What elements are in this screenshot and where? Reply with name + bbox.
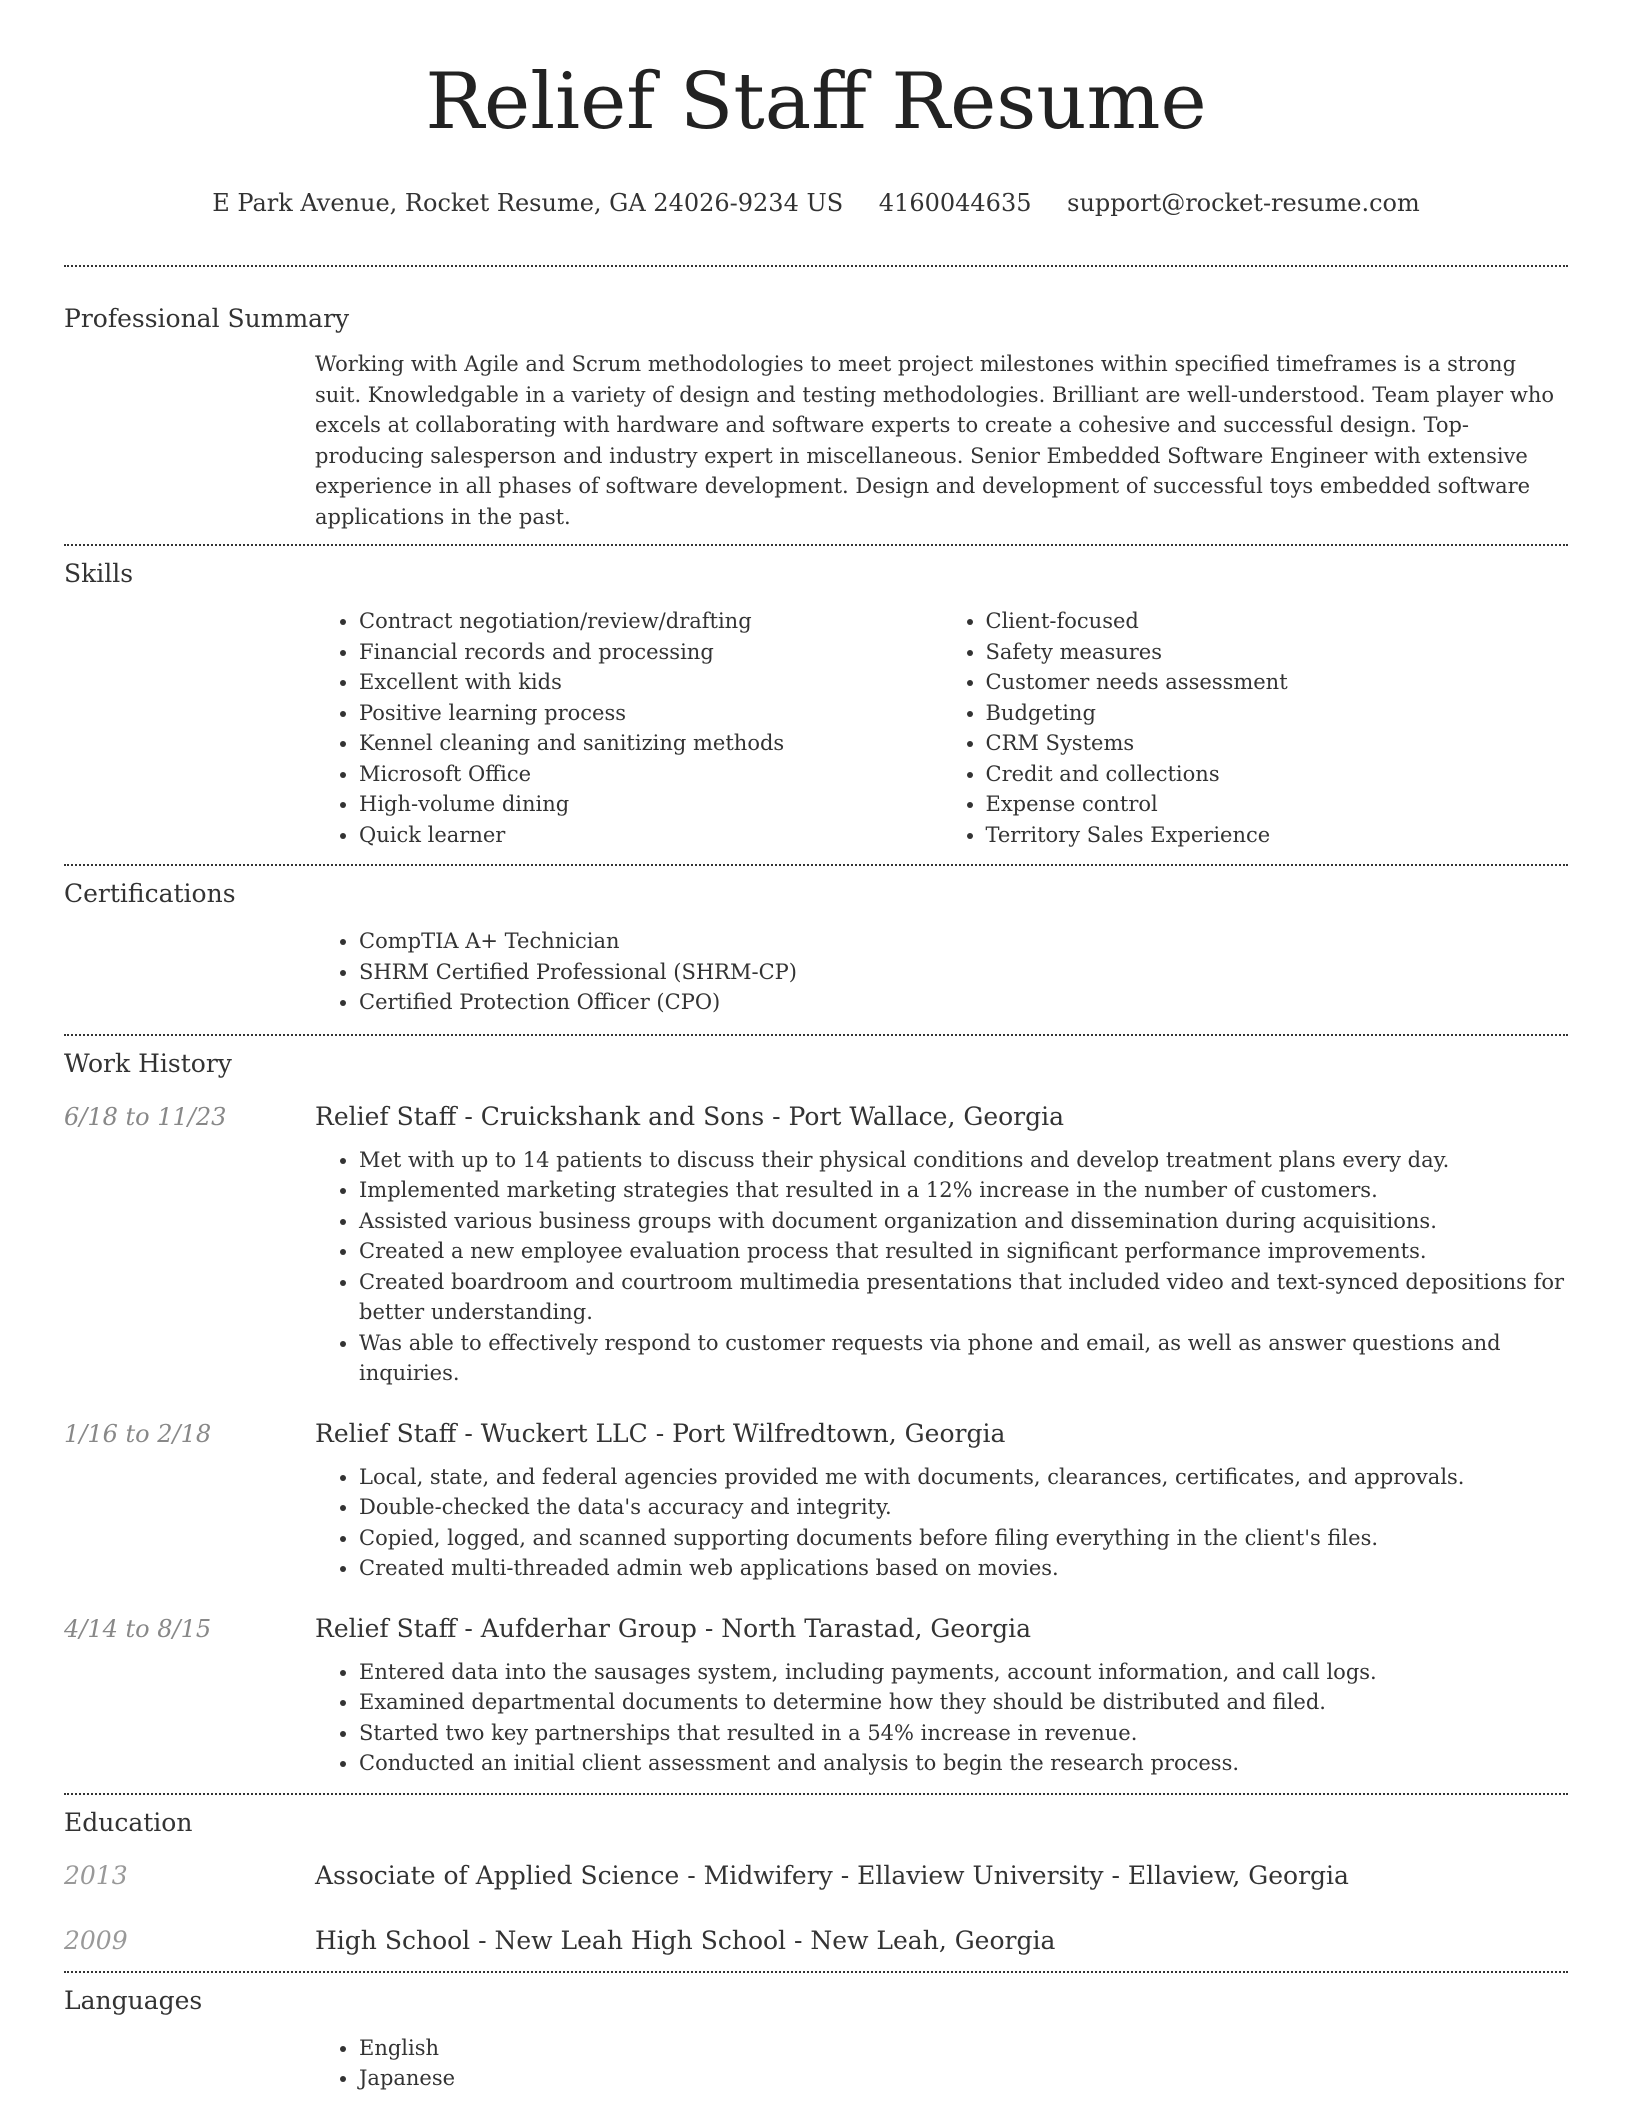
skill-item: • Expense control xyxy=(986,789,1569,820)
languages-list xyxy=(315,2033,1568,2094)
language-item: • Japanese xyxy=(359,2063,1568,2094)
education-heading: Education xyxy=(64,1807,193,1837)
job-dates: 6/18 to 11/23 xyxy=(64,1102,227,1131)
languages-content xyxy=(315,2033,1568,2094)
skill-item: • Customer needs assessment xyxy=(986,667,1569,698)
job-bullet: • Met with up to 14 patients to discuss their physical conditions and develop treatment plans every day. xyxy=(359,1145,1568,1176)
contact-address: E Park Avenue, Rocket Resume, GA 24026-9234 US xyxy=(212,189,844,217)
job-entry xyxy=(64,1614,1568,1779)
languages-heading: Languages xyxy=(64,1985,203,2015)
job-title: Relief Staff - Aufderhar Group - North Tarastad, Georgia xyxy=(315,1613,1032,1643)
job-bullet: • Started two key partnerships that resulted in a 54% increase in revenue. xyxy=(359,1718,1568,1749)
job-bullet: • Examined departmental documents to determine how they should be distributed and filed. xyxy=(359,1687,1568,1718)
education-title: Associate of Applied Science - Midwifery - Ellaview University - Ellaview, Georgia xyxy=(315,1860,1349,1890)
certifications-content xyxy=(315,926,1568,1018)
job-dates: 4/14 to 8/15 xyxy=(64,1614,212,1643)
job-header xyxy=(64,1614,1568,1643)
skill-item: • Quick learner xyxy=(359,820,942,851)
job-bullet-list xyxy=(315,1145,1568,1389)
job-title: Relief Staff - Wuckert LLC - Port Wilfredtown, Georgia xyxy=(315,1418,1006,1448)
language-item: • English xyxy=(359,2033,1568,2064)
job-bullet: • Assisted various business groups with document organization and dissemination during acquisitions. xyxy=(359,1206,1568,1237)
certifications-section xyxy=(64,866,1568,1034)
job-dates: 1/16 to 2/18 xyxy=(64,1419,212,1448)
skill-item: • Excellent with kids xyxy=(359,667,942,698)
work-heading: Work History xyxy=(64,1048,232,1078)
skill-item: • Client-focused xyxy=(986,606,1569,637)
job-bullets xyxy=(315,1462,1568,1584)
job-bullet: • Conducted an initial client assessment and analysis to begin the research process. xyxy=(359,1748,1568,1779)
education-year: 2009 xyxy=(64,1925,128,1955)
education-year: 2013 xyxy=(64,1860,128,1890)
job-bullet: • Was able to effectively respond to customer requests via phone and email, as well as answer questions and inquiries. xyxy=(359,1328,1568,1389)
skills-list-left xyxy=(315,606,942,850)
skill-item: • High-volume dining xyxy=(359,789,942,820)
certifications-heading: Certifications xyxy=(64,879,236,908)
skill-item: • Territory Sales Experience xyxy=(986,820,1569,851)
skills-grid xyxy=(315,606,1568,850)
job-bullet: • Created boardroom and courtroom multimedia presentations that included video and text-synced depositions for better understanding. xyxy=(359,1267,1568,1328)
summary-heading: Professional Summary xyxy=(64,304,350,333)
job-bullets xyxy=(315,1657,1568,1779)
job-bullet-list xyxy=(315,1462,1568,1584)
certification-item: • Certified Protection Officer (CPO) xyxy=(359,987,1568,1018)
job-bullet: • Created a new employee evaluation process that resulted in significant performance improvements. xyxy=(359,1236,1568,1267)
education-entry xyxy=(64,1926,1568,1955)
contact-line xyxy=(64,188,1568,218)
skill-item: • Financial records and processing xyxy=(359,637,942,668)
education-section xyxy=(64,1795,1568,1971)
certification-item: • SHRM Certified Professional (SHRM-CP) xyxy=(359,957,1568,988)
skills-section xyxy=(64,546,1568,864)
job-entry xyxy=(64,1102,1568,1389)
job-header xyxy=(64,1419,1568,1448)
skill-item: • Contract negotiation/review/drafting xyxy=(359,606,942,637)
skill-item: • Safety measures xyxy=(986,637,1569,668)
job-bullet: • Implemented marketing strategies that resulted in a 12% increase in the number of customers. xyxy=(359,1175,1568,1206)
skill-item: • Budgeting xyxy=(986,698,1569,729)
summary-section xyxy=(64,267,1568,544)
job-bullet: • Copied, logged, and scanned supporting documents before filing everything in the client's files. xyxy=(359,1523,1568,1554)
languages-section xyxy=(64,1973,1568,2094)
skills-list-right xyxy=(942,606,1569,850)
job-header xyxy=(64,1102,1568,1131)
certifications-list xyxy=(315,926,1568,1018)
job-bullet: • Local, state, and federal agencies provided me with documents, clearances, certificates, and approvals. xyxy=(359,1462,1568,1493)
certification-item: • CompTIA A+ Technician xyxy=(359,926,1568,957)
work-section xyxy=(64,1036,1568,1793)
job-bullets xyxy=(315,1145,1568,1389)
resume-title: Relief Staff Resume xyxy=(425,57,1207,147)
job-bullet: • Double-checked the data's accuracy and integrity. xyxy=(359,1492,1568,1523)
skill-item: • CRM Systems xyxy=(986,728,1569,759)
job-bullet: • Entered data into the sausages system, including payments, account information, and call logs. xyxy=(359,1657,1568,1688)
skill-item: • Positive learning process xyxy=(359,698,942,729)
skill-item: • Credit and collections xyxy=(986,759,1569,790)
education-entry xyxy=(64,1861,1568,1890)
skill-item: • Microsoft Office xyxy=(359,759,942,790)
job-bullet: • Created multi-threaded admin web applications based on movies. xyxy=(359,1553,1568,1584)
job-title: Relief Staff - Cruickshank and Sons - Port Wallace, Georgia xyxy=(315,1101,1065,1131)
contact-phone: 4160044635 xyxy=(878,189,1032,217)
summary-text: Working with Agile and Scrum methodologies to meet project milestones within specified timeframes is a strong suit. Knowledgable in a variety of design and testing methodologies. Brilliant are well-understood. Team player who excels at collaborating with hardware and software experts to create a cohesive and successful design. Top-producing salesperson and industry expert in miscellaneous. Senior Embedded Software Engineer with extensive experience in all phases of software development. Design and development of successful toys embedded software applications in the past. xyxy=(315,352,1554,529)
education-title: High School - New Leah High School - New Leah, Georgia xyxy=(315,1925,1056,1955)
skill-item: • Kennel cleaning and sanitizing methods xyxy=(359,728,942,759)
job-entry xyxy=(64,1419,1568,1584)
job-bullet-list xyxy=(315,1657,1568,1779)
skills-heading: Skills xyxy=(64,559,134,588)
contact-email: support@rocket-resume.com xyxy=(1067,189,1420,217)
